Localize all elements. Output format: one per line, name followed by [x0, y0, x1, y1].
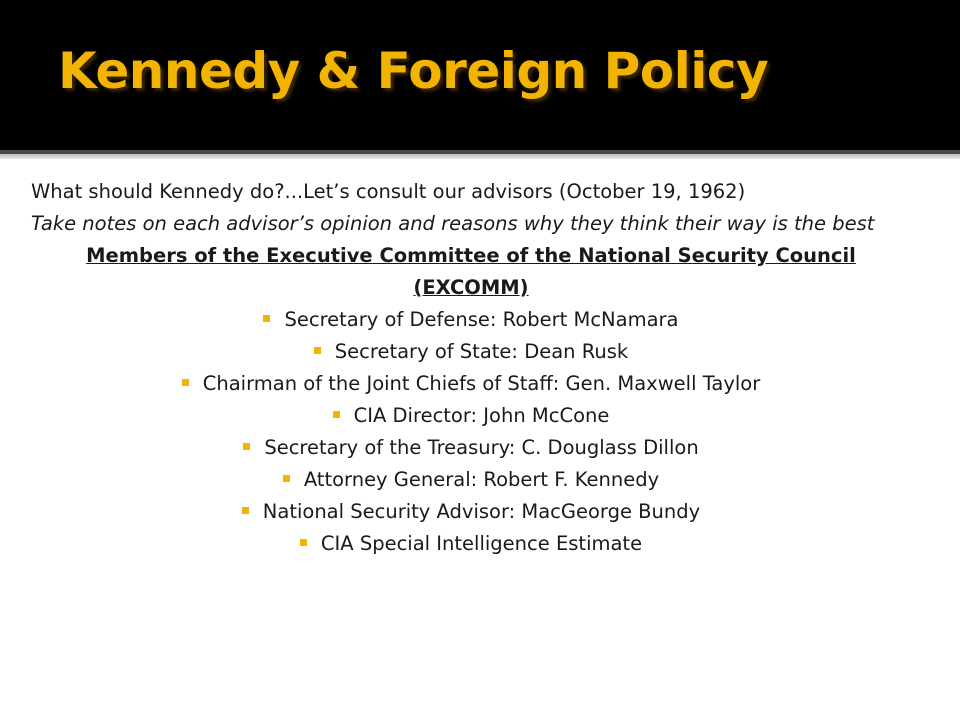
slide-title: Kennedy & Foreign Policy — [58, 42, 769, 100]
advisor-label: Attorney General: Robert F. Kennedy — [303, 468, 660, 491]
advisor-label: National Security Advisor: MacGeorge Bundy — [262, 500, 701, 523]
square-bullet-icon — [263, 315, 270, 322]
square-bullet-icon — [283, 475, 290, 482]
square-bullet-icon — [300, 539, 307, 546]
advisor-label: CIA Special Intelligence Estimate — [320, 532, 643, 555]
square-bullet-icon — [333, 411, 340, 418]
advisor-item — [31, 304, 911, 336]
advisor-label: Secretary of the Treasury: C. Douglass Dillon — [264, 436, 699, 459]
title-divider-light — [0, 154, 960, 159]
advisor-item — [31, 368, 911, 400]
advisor-label: Chairman of the Joint Chiefs of Staff: Gen. Maxwell Taylor — [202, 372, 761, 395]
committee-heading: Members of the Executive Committee of the National Security Council (EXCOMM) — [86, 244, 856, 299]
advisor-list — [31, 304, 911, 560]
slide-content — [31, 176, 911, 560]
advisor-item — [31, 464, 911, 496]
advisor-label: Secretary of State: Dean Rusk — [334, 340, 629, 363]
advisor-item — [31, 336, 911, 368]
advisor-label: CIA Director: John McCone — [353, 404, 610, 427]
square-bullet-icon — [314, 347, 321, 354]
square-bullet-icon — [242, 507, 249, 514]
square-bullet-icon — [243, 443, 250, 450]
advisor-label: Secretary of Defense: Robert McNamara — [284, 308, 679, 331]
title-bar — [0, 0, 960, 150]
advisor-item — [31, 528, 911, 560]
square-bullet-icon — [182, 379, 189, 386]
instructions-text: Take notes on each advisor’s opinion and reasons why they think their way is the best — [31, 212, 875, 235]
advisor-item — [31, 432, 911, 464]
advisor-item — [31, 400, 911, 432]
intro-text: What should Kennedy do?...Let’s consult our advisors (October 19, 1962) — [31, 180, 746, 203]
advisor-item — [31, 496, 911, 528]
